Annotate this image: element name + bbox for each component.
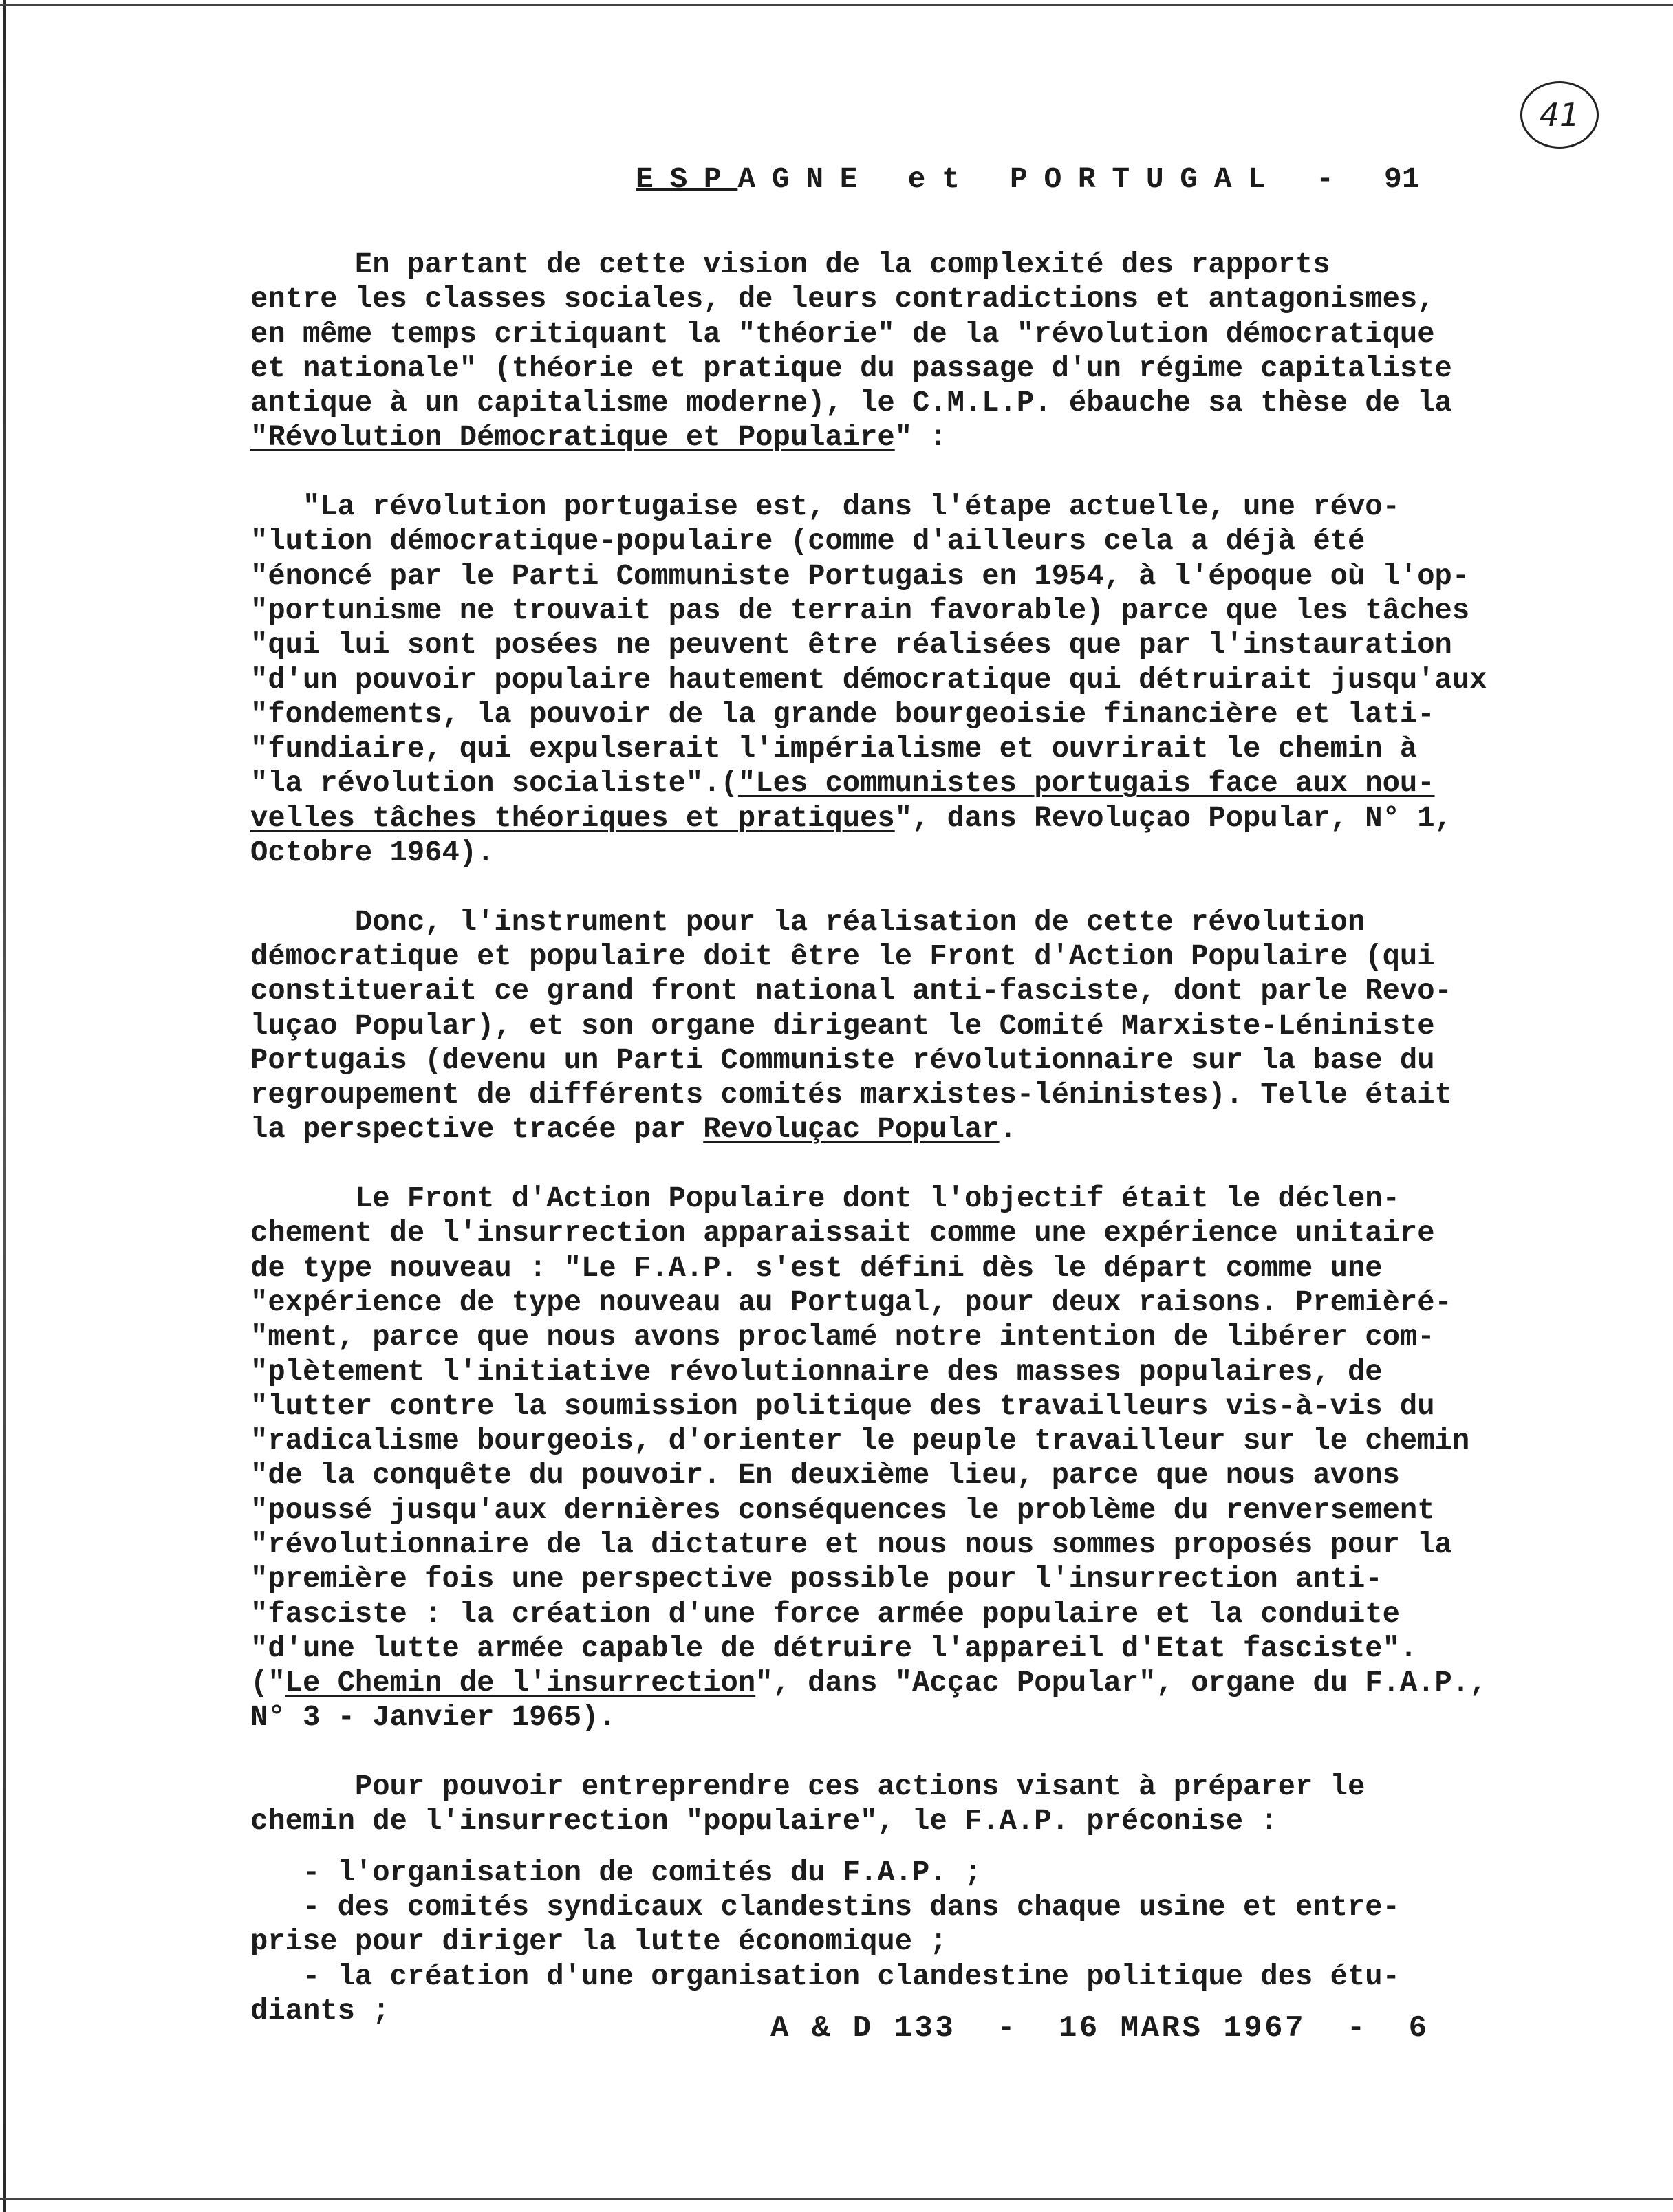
quote-line: Octobre 1964).: [250, 836, 495, 870]
text-line: Portugais (devenu un Parti Communiste révolutionnaire sur la base du: [250, 1043, 1435, 1077]
page-edge-top: [0, 4, 1673, 6]
quote-line: "La révolution portugaise est, dans l'étape actuelle, une révo-: [250, 490, 1400, 524]
text-line: En partant de cette vision de la complexité des rapports: [250, 248, 1330, 281]
list-item: - l'organisation de comités du F.A.P. ;: [250, 1856, 982, 1889]
text-fragment: " :: [894, 421, 947, 455]
quote-line: "qui lui sont posées ne peuvent être réalisées que par l'instauration: [250, 629, 1452, 662]
underlined-title: "Les communistes portugais face aux nou-: [737, 767, 1435, 801]
text-line: antique à un capitalisme moderne), le C.M.L.P. ébauche sa thèse de la: [250, 387, 1452, 420]
text-line: "première fois une perspective possible pour l'insurrection anti-: [250, 1563, 1383, 1596]
text-fragment: .: [999, 1113, 1017, 1147]
page-edge-left: [3, 0, 6, 2212]
text-line: et nationale" (théorie et pratique du passage d'un régime capitaliste: [250, 351, 1452, 385]
text-line: "de la conquête du pouvoir. En deuxième lieu, parce que nous avons: [250, 1459, 1400, 1493]
underlined-title: Revoluçac Popular: [703, 1113, 1000, 1147]
text-line: N° 3 - Janvier 1965).: [250, 1701, 616, 1735]
list-item: diants ;: [250, 1994, 390, 2028]
quote-line: "portunisme ne trouvait pas de terrain favorable) parce que les tâches: [250, 594, 1470, 627]
quote-line: [250, 801, 1578, 836]
underlined-title: velles tâches théoriques et pratiques: [250, 801, 895, 835]
text-line: constituerait ce grand front national anti-fasciste, dont parle Revo-: [250, 975, 1452, 1008]
body-text: [250, 248, 1578, 2028]
text-line: "poussé jusqu'aux dernières conséquences le problème du renversement: [250, 1493, 1435, 1527]
running-header: [636, 162, 1420, 196]
underlined-title: Le Chemin de l'insurrection: [285, 1667, 756, 1700]
text-fragment: ", dans "Acçac Popular", organe du F.A.P.,: [755, 1667, 1487, 1700]
text-line: Pour pouvoir entreprendre ces actions visant à préparer le: [250, 1770, 1366, 1804]
quote-line: "d'un pouvoir populaire hautement démocratique qui détruirait jusqu'aux: [250, 663, 1487, 697]
text-line: en même temps critiquant la "théorie" de la "révolution démocratique: [250, 317, 1435, 351]
text-line: "ment, parce que nous avons proclamé notre intention de libérer com-: [250, 1321, 1435, 1354]
text-fragment: ", dans Revoluçao Popular, N° 1,: [894, 801, 1452, 835]
text-line: regroupement de différents comités marxistes-léninistes). Telle était: [250, 1078, 1452, 1112]
list-item: prise pour diriger la lutte économique ;: [250, 1925, 947, 1959]
list-item: - des comités syndicaux clandestins dans chaque usine et entre-: [250, 1890, 1400, 1924]
underlined-title: "Révolution Démocratique et Populaire: [250, 421, 895, 455]
text-line: "d'une lutte armée capable de détruire l'appareil d'Etat fasciste".: [250, 1631, 1418, 1665]
text-line: luçao Popular), et son organe dirigeant le Comité Marxiste-Léniniste: [250, 1009, 1435, 1043]
text-fragment: (": [250, 1667, 285, 1700]
page-edge-bottom: [0, 2198, 1673, 2200]
text-line: "expérience de type nouveau au Portugal, pour deux raisons. Premièré-: [250, 1286, 1452, 1319]
text-line: Donc, l'instrument pour la réalisation de cette révolution: [250, 905, 1366, 939]
text-line: "fasciste : la création d'une force armée populaire et la conduite: [250, 1597, 1400, 1631]
text-line: [250, 420, 1578, 455]
quote-line: "lution démocratique-populaire (comme d'ailleurs cela a déjà été: [250, 525, 1366, 559]
text-line: "révolutionnaire de la dictature et nous nous sommes proposés pour la: [250, 1528, 1452, 1561]
text-line: Le Front d'Action Populaire dont l'objectif était le déclen-: [250, 1182, 1400, 1216]
folio-number-circled: 41: [1520, 81, 1599, 149]
text-line: [250, 1666, 1578, 1700]
quote-line: "fondements, la pouvoir de la grande bourgeoisie financière et lati-: [250, 697, 1435, 731]
text-line: "plètement l'initiative révolutionnaire des masses populaires, de: [250, 1355, 1383, 1389]
header-underlined-part: ESP: [636, 162, 738, 196]
page-footer: A & D 133 - 16 MARS 1967 - 6: [770, 2011, 1429, 2046]
quote-line: "énoncé par le Parti Communiste Portugais en 1954, à l'époque où l'op-: [250, 559, 1470, 593]
text-fragment: la perspective tracée par: [250, 1113, 704, 1147]
quote-line: "fundiaire, qui expulserait l'impérialisme et ouvrirait le chemin à: [250, 733, 1418, 766]
text-fragment: "la révolution socialiste".(: [250, 767, 738, 801]
header-page-number: 91: [1384, 162, 1420, 196]
text-line: de type nouveau : "Le F.A.P. s'est défini dès le départ comme une: [250, 1251, 1383, 1285]
text-line: [250, 1112, 1578, 1147]
text-line: démocratique et populaire doit être le Front d'Action Populaire (qui: [250, 940, 1435, 973]
text-line: chemin de l'insurrection "populaire", le F.A.P. préconise :: [250, 1805, 1278, 1839]
quote-line: [250, 766, 1578, 801]
text-line: chement de l'insurrection apparaissait comme une expérience unitaire: [250, 1217, 1435, 1250]
text-line: entre les classes sociales, de leurs contradictions et antagonismes,: [250, 283, 1435, 316]
text-line: "lutter contre la soumission politique des travailleurs vis-à-vis du: [250, 1389, 1435, 1423]
header-rest: AGNE et PORTUGAL -: [737, 162, 1385, 196]
list-item: - la création d'une organisation clandestine politique des étu-: [250, 1960, 1400, 1993]
text-line: "radicalisme bourgeois, d'orienter le peuple travailleur sur le chemin: [250, 1424, 1470, 1458]
